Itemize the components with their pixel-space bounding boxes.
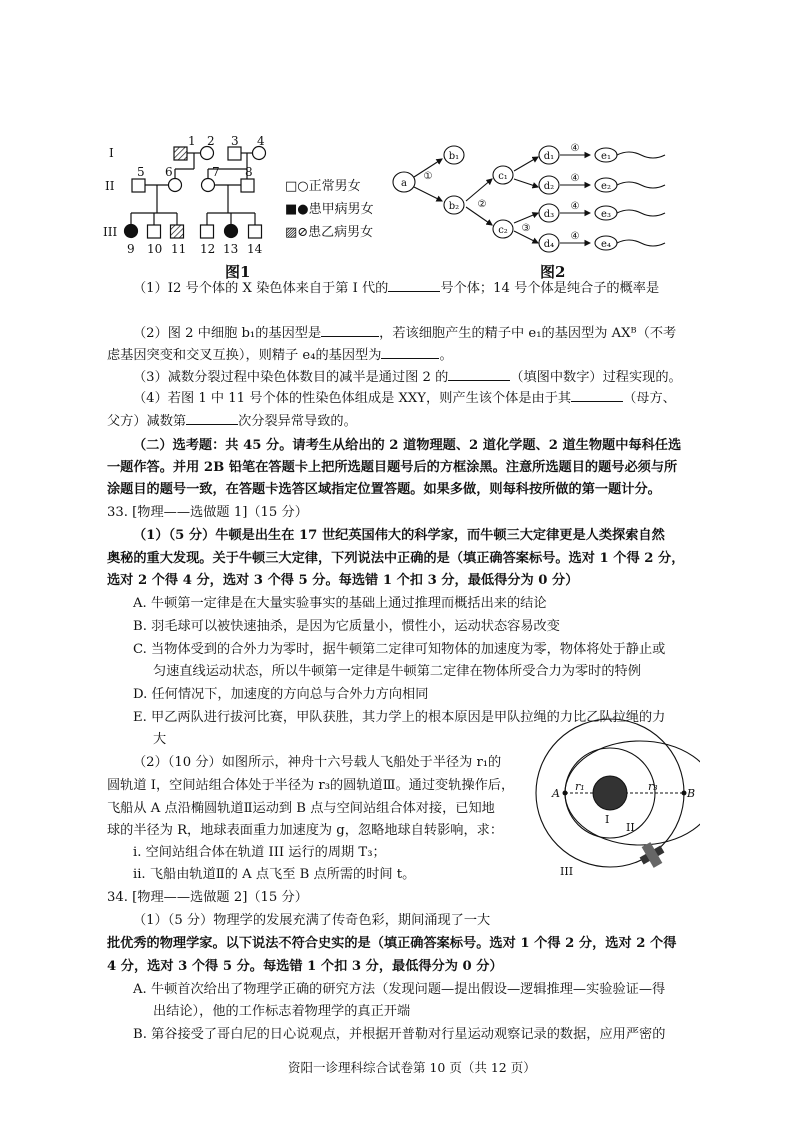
legend-normal: □○正常男女 [285, 179, 361, 194]
step-2: ② [477, 199, 487, 210]
cell-a: a [401, 178, 407, 189]
q33-option-a: A. 牛顿第一定律是在大量实验事实的基础上通过推理而概括出来的结论 [133, 596, 547, 611]
num-8: 8 [245, 165, 253, 179]
q33-p2-l2: 圆轨道 I，空间站组合体处于半径为 r₃的圆轨道Ⅲ。通过变轨操作后， [107, 778, 515, 793]
cell-c2: c₂ [498, 225, 508, 236]
num-4: 4 [257, 135, 265, 148]
legend-disease-a: ■●患甲病男女 [285, 202, 374, 217]
sperm-e2: e₂ [601, 181, 611, 192]
q33-option-e1: E. 甲乙两队进行拔河比赛，甲队获胜，其力学上的根本原因是甲队拉绳的力比乙队拉绳的力 [133, 710, 666, 725]
page-footer: 资阳一诊理科综合试卷第 10 页（共 12 页） [288, 1060, 536, 1075]
q33-p2-ii: ii. 飞船由轨道Ⅱ的 A 点飞至 B 点所需的时间 t。 [133, 867, 416, 882]
cell-d3: d₃ [543, 209, 555, 220]
individual-11 [171, 225, 184, 238]
individual-2 [201, 147, 214, 160]
num-5: 5 [137, 165, 145, 179]
individual-8 [241, 179, 254, 192]
num-14: 14 [247, 242, 263, 256]
individual-10 [148, 225, 161, 238]
q4-line2: 父方）减数第 次分裂异常导致的。 [107, 410, 357, 431]
num-2: 2 [207, 135, 215, 148]
q34-l1: （1）（5 分）物理学的发展充满了传奇色彩，期间涌现了一大 [133, 913, 491, 928]
cell-d2: d₂ [543, 181, 555, 192]
point-b [682, 791, 687, 796]
q33-option-b: B. 羽毛球可以被快速抽杀，是因为它质量小，惯性小，运动状态容易改变 [133, 619, 560, 634]
q3-line: （3）减数分裂过程中染色体数目的减半是通过图 2 的 （填图中数字）过程实现的。 [133, 366, 682, 387]
label-r3: r₃ [648, 780, 658, 793]
figure-1-pedigree [95, 135, 385, 285]
q33-p1-l3: 选对 2 个得 4 分，选对 3 个得 5 分。每选错 1 个扣 3 分，最低得分为 0 分） [107, 573, 579, 588]
individual-9 [125, 225, 138, 238]
num-7: 7 [212, 165, 220, 179]
q34-option-a1: A. 牛顿首次给出了物理学正确的研究方法（发现问题—提出假设—逻辑推理—实验验证—得 [133, 982, 666, 997]
q33-option-e2: 大 [153, 732, 167, 747]
q34-option-b1: B. 第谷接受了哥白尼的日心说观点，并根据开普勒对行星运动观察记录的数据，应用严密的 [133, 1027, 666, 1042]
legend-disease-b: ▨⊘患乙病男女 [285, 225, 374, 240]
q33-p1-l2: 奥秘的重大发现。关于牛顿三大定律，下列说法中正确的是（填正确答案标号。选对 1 个得 2 分， [107, 551, 685, 566]
individual-5 [132, 179, 145, 192]
sperm-e1: e₁ [601, 151, 611, 162]
gen-label-I: I [109, 146, 114, 160]
label-r1: r₁ [575, 780, 585, 793]
q33-p2-l1: （2）（10 分）如图所示，神舟十六号载人飞船处于半径为 r₁的 [133, 755, 502, 770]
step-4d: ④ [570, 231, 580, 242]
label-orbit-II: II [626, 821, 635, 834]
q33-p2-i: i. 空间站组合体在轨道 III 运行的周期 T₃； [133, 845, 386, 860]
q33-header: 33. [物理——选做题 1]（15 分） [107, 505, 308, 520]
cell-c1: c₁ [498, 171, 508, 182]
step-4c: ④ [570, 201, 580, 212]
individual-4 [253, 147, 266, 160]
orbit-diagram [530, 715, 700, 885]
figure-2-cell-division [390, 135, 700, 285]
num-11: 11 [171, 242, 187, 256]
individual-13 [225, 225, 238, 238]
label-a: A [552, 787, 560, 800]
q1-line: （1）I2 号个体的 X 染色体来自于第 I 代的 号个体；14 号个体是纯合子的概率是 [133, 277, 659, 298]
label-orbit-III: III [560, 865, 574, 878]
figure-2-caption: 图2 [540, 263, 566, 281]
num-3: 3 [231, 135, 239, 148]
section2-line3: 涂题目的题号一致，在答题卡选答区域指定位置答题。如果多做，则每科按所做的第一题计分。 [107, 482, 661, 497]
cell-d1: d₁ [543, 151, 555, 162]
q33-p1-l1: （1）（5 分）牛顿是出生在 17 世纪英国伟大的科学家，而牛顿三大定律更是人类探索自然 [133, 528, 665, 543]
gen-label-II: II [105, 179, 115, 193]
q33-p2-l4: 球的半径为 R，地球表面重力加速度为 g，忽略地球自转影响，求： [107, 823, 504, 838]
individual-14 [249, 225, 262, 238]
num-9: 9 [127, 242, 135, 256]
q33-p2-l3: 飞船从 A 点沿椭圆轨道Ⅱ运动到 B 点与空间站组合体对接，已知地 [107, 801, 495, 816]
num-13: 13 [223, 242, 239, 256]
q34-option-a2: 出结论），他的工作标志着物理学的真正开端 [153, 1004, 411, 1019]
earth [593, 776, 627, 810]
q33-option-c2: 匀速直线运动状态，所以牛顿第一定律是牛顿第二定律在物体所受合力为零时的特例 [153, 664, 641, 679]
individual-7 [202, 179, 215, 192]
sperm-e3: e₃ [601, 209, 611, 220]
individual-3 [228, 147, 241, 160]
cell-d4: d₄ [543, 239, 555, 250]
individual-6 [169, 179, 182, 192]
step-1: ① [423, 171, 433, 182]
q2-line2: 虑基因突变和交叉互换），则精子 e₄的基因型为 。 [107, 344, 453, 365]
num-6: 6 [165, 165, 173, 179]
step-4a: ④ [570, 143, 580, 154]
q34-l2: 批优秀的物理学家。以下说法不符合史实的是（填正确答案标号。选对 1 个得 2 分，选对 2 个得 [107, 936, 677, 951]
q4-line1: （4）若图 1 中 11 号个体的性染色体组成是 XXY，则产生该个体是由于其 （母方、 [133, 387, 676, 408]
q34-l3: 4 分，选对 3 个得 5 分。每选错 1 个扣 3 分，最低得分为 0 分） [107, 959, 503, 974]
individual-12 [201, 225, 214, 238]
cell-b2: b₂ [448, 201, 460, 212]
step-3: ③ [521, 223, 531, 234]
point-a [563, 791, 568, 796]
figure-1-caption: 图1 [225, 263, 251, 281]
label-b: B [687, 787, 696, 800]
gen-label-III: III [103, 225, 118, 239]
section2-line2: 一题作答。并用 2B 铅笔在答题卡上把所选题目题号后的方框涂黑。注意所选题目的题号必须与所 [107, 460, 678, 475]
individual-1 [174, 147, 187, 160]
q33-option-d: D. 任何情况下，加速度的方向总与合外力方向相同 [133, 687, 429, 702]
q33-option-c1: C. 当物体受到的合外力为零时，据牛顿第二定律可知物体的加速度为零，物体将处于静止或 [133, 642, 666, 657]
num-1: 1 [188, 135, 196, 148]
section2-line1: （二）选考题：共 45 分。请考生从给出的 2 道物理题、2 道化学题、2 道生物题中每科任选 [133, 438, 682, 453]
num-12: 12 [200, 242, 216, 256]
q34-header: 34. [物理——选做题 2]（15 分） [107, 890, 308, 905]
q2-line1: （2）图 2 中细胞 b₁的基因型是 ，若该细胞产生的精子中 e₁的基因型为 AXᴮ（不考 [133, 322, 676, 343]
num-10: 10 [147, 242, 163, 256]
cell-b1: b₁ [448, 151, 460, 162]
sperm-e4: e₄ [601, 239, 611, 250]
label-orbit-I: I [605, 813, 610, 826]
step-4b: ④ [570, 173, 580, 184]
